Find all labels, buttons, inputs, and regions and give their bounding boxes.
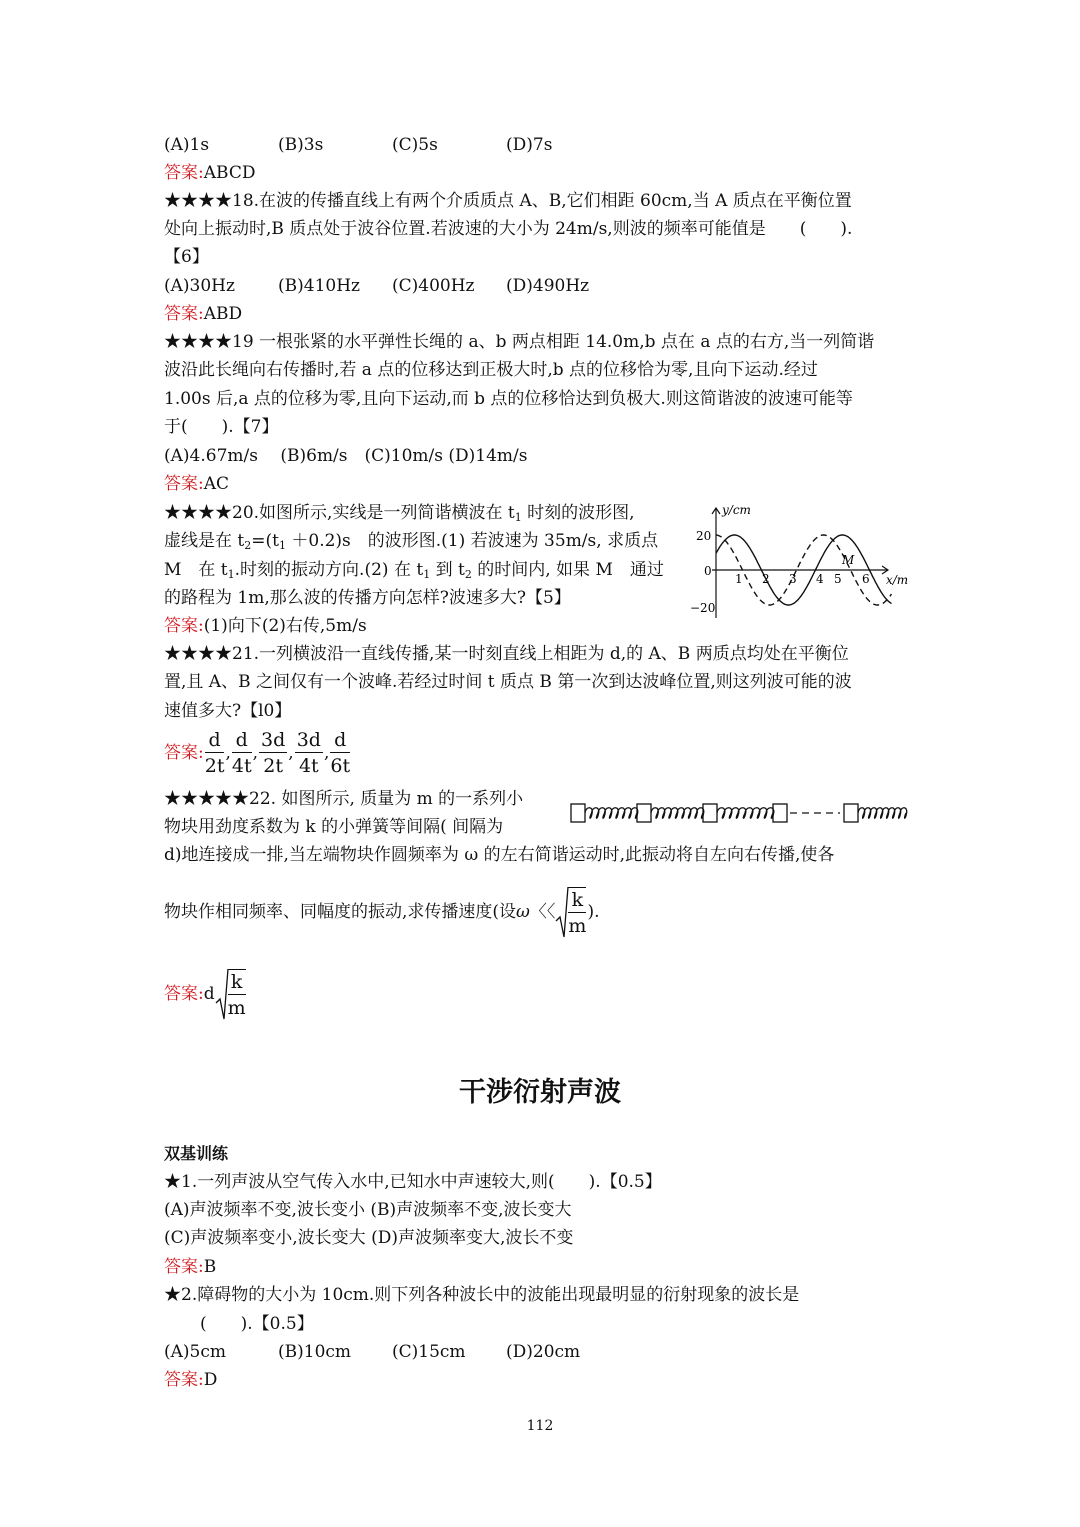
y-axis-label: y/cm (722, 503, 751, 517)
q19-text-line: 于( ).【7】 (164, 417, 279, 437)
s2-options (164, 1339, 580, 1365)
section-title: 干涉衍射声波 (459, 1077, 621, 1108)
answer-label: 答案: (164, 1257, 204, 1277)
q22-answer (164, 966, 247, 1023)
q20-text-line (164, 557, 664, 588)
q19-text-line: ★★★★19 一根张紧的水平弹性长绳的 a、b 两点相距 14.0m,b 点在 a 点的右方,当一列简谐 (164, 332, 875, 352)
answer-label: 答案: (164, 304, 204, 324)
q20-text-line: 的路程为 1m,那么波的传播方向怎样?波速多大?【5】 (164, 588, 571, 608)
q21-text-line: ★★★★21.一列横波沿一直线传播,某一时刻直线上相距为 d,的 A、B 两质点均处在平衡位 (164, 644, 849, 664)
s2-text-line: ★2.障碍物的大小为 10cm.则下列各种波长中的波能出现最明显的衍射现象的波长是 (164, 1285, 800, 1305)
denominator: 2t (204, 755, 225, 777)
q19-text-line: 1.00s 后,a 点的位移为零,且向下运动,而 b 点的位移恰达到负极大.则这简谐波的波速可能等 (164, 389, 853, 409)
q18-text-line: ★★★★18.在波的传播直线上有两个介质质点 A、B,它们相距 60cm,当 A 质点在平衡位置 (164, 191, 852, 211)
q21-text-line: 置,且 A、B 之间仅有一个波峰.若经过时间 t 质点 B 第一次到达波峰位置,则这列波可能的波 (164, 672, 852, 692)
subscript: 1 (514, 511, 522, 524)
q17-option-a: (A)1s (164, 135, 210, 155)
text-span: .时刻的振动方向.(2) 在 t (234, 560, 424, 580)
numerator: k (568, 888, 586, 913)
q18-answer (164, 301, 242, 327)
q20-text-line (164, 500, 635, 531)
q18-option-b: (B)410Hz (278, 276, 360, 296)
spring (651, 808, 704, 819)
numerator: 3d (261, 729, 286, 751)
answer-label: 答案: (164, 163, 204, 183)
s2-option-b: (B)10cm (278, 1342, 352, 1362)
x-tick-3: 3 (789, 572, 797, 586)
q17-options (164, 132, 552, 158)
text-span: M 在 t (164, 560, 228, 580)
q22-text-line (164, 884, 600, 941)
answer-label: 答案: (164, 1370, 204, 1390)
spring-mass-diagram (568, 798, 913, 828)
q18-option-c: (C)400Hz (392, 276, 475, 296)
x-axis-label: x/m (886, 573, 909, 587)
x-tick-5: 5 (834, 572, 842, 586)
subscript: 1 (423, 568, 431, 581)
s2-option-d: (D)20cm (506, 1342, 581, 1362)
numerator: d (330, 728, 350, 753)
mass-block (844, 804, 858, 822)
comma: , (323, 743, 330, 763)
denominator: 4t (231, 755, 252, 777)
mass-block (571, 804, 585, 822)
mass-block (773, 804, 787, 822)
fraction (232, 728, 252, 779)
x-tick-2: 2 (762, 572, 770, 586)
spring (858, 808, 907, 819)
q19-options: (A)4.67m/s (B)6m/s (C)10m/s (D)14m/s (164, 446, 528, 466)
spring (717, 808, 774, 819)
fraction (295, 728, 323, 779)
spring (585, 808, 638, 819)
denominator: 4t (298, 755, 319, 777)
answer-value: B (203, 1257, 217, 1277)
q18-text-line: 处向上振动时,B 质点处于波谷位置.若波速的大小为 24m/s,则波的频率可能值是 ( ). (164, 219, 853, 239)
q17-answer (164, 160, 255, 186)
wave-graph (688, 500, 918, 620)
answer-value: (1)向下(2)右传,5m/s (203, 616, 367, 636)
q22-text-line: d)地连接成一排,当左端物块作圆频率为 ω 的左右简谐运动时,此振动将自左向右传播,使各 (164, 845, 835, 865)
page-number: 112 (526, 1418, 554, 1434)
much-less-symbol: 〈〈 (529, 902, 556, 922)
text-span: 时刻的波形图, (521, 503, 635, 523)
answer-label: 答案: (164, 743, 204, 763)
point-m-label: M (842, 553, 855, 567)
answer-value: ABCD (203, 163, 256, 183)
comma: , (252, 743, 259, 763)
q19-text-line: 波沿此长绳向右传播时,若 a 点的位移达到正极大时,b 点的位移恰为零,且向下运动.经过 (164, 360, 818, 380)
y-tick-20: 20 (696, 529, 712, 543)
answer-label: 答案: (164, 474, 204, 494)
numerator: k (228, 970, 246, 995)
text-span: 到 t (430, 560, 465, 580)
sqrt-fraction (228, 969, 246, 1021)
comma: , (225, 743, 231, 763)
numerator: d (205, 728, 225, 753)
mass-block (703, 804, 717, 822)
text-span: ＋0.2)s 的波形图.(1) 若波速为 35m/s, 求质点 (285, 531, 659, 551)
q18-difficulty: 【6】 (164, 247, 209, 267)
q18-option-d: (D)490Hz (506, 276, 590, 296)
text-span: ). (587, 902, 600, 922)
q21-text-line: 速值多大?【l0】 (164, 701, 292, 721)
subscript: 1 (227, 568, 235, 581)
answer-value: d (203, 984, 215, 1004)
sqrt-sign (555, 885, 569, 941)
fraction (330, 728, 350, 779)
denominator: 2t (263, 755, 284, 777)
q19-answer (164, 471, 229, 497)
denominator: m (568, 914, 587, 937)
text-span: 虚线是在 t (164, 531, 245, 551)
s2-option-a: (A)5cm (164, 1342, 226, 1362)
s1-options: (A)声波频率不变,波长变小 (B)声波频率不变,波长变大 (164, 1200, 572, 1220)
q17-option-b: (B)3s (278, 135, 324, 155)
answer-label: 答案: (164, 984, 204, 1004)
s1-text-line: ★1.一列声波从空气传入水中,已知水中声速较大,则( ).【0.5】 (164, 1172, 662, 1192)
answer-value: D (203, 1370, 218, 1390)
denominator: 6t (330, 755, 351, 777)
q17-option-d: (D)7s (506, 135, 553, 155)
s2-text-line: ( ).【0.5】 (200, 1314, 314, 1334)
s2-option-c: (C)15cm (392, 1342, 466, 1362)
q22-text-line: 物块用劲度系数为 k 的小弹簧等间隔( 间隔为 (164, 817, 504, 837)
omega-symbol: ω (516, 902, 530, 922)
y-tick-0: 0 (704, 564, 712, 578)
numerator: d (232, 728, 252, 753)
text-span: 的时间内, 如果 M 通过 (471, 560, 664, 580)
sqrt-sign (215, 967, 229, 1023)
fraction (205, 728, 225, 779)
q20-text-line (164, 528, 658, 559)
x-tick-4: 4 (816, 572, 824, 586)
s1-options: (C)声波频率变小,波长变大 (D)声波频率变大,波长不变 (164, 1228, 574, 1248)
numerator: 3d (296, 729, 321, 751)
subscript: 2 (244, 539, 252, 552)
answer-label: 答案: (164, 616, 204, 636)
q20-answer (164, 613, 367, 639)
x-tick-6: 6 (862, 572, 870, 586)
x-tick-1: 1 (735, 572, 743, 586)
sqrt-fraction (568, 887, 586, 939)
y-tick-minus-20: −20 (690, 601, 716, 615)
answer-value: ABD (203, 304, 243, 324)
subscript: 2 (464, 568, 472, 581)
q21-answer (164, 726, 351, 780)
q22-text-line: ★★★★★22. 如图所示, 质量为 m 的一系列小 (164, 789, 524, 809)
fraction (259, 728, 287, 779)
subscript: 1 (278, 539, 286, 552)
answer-value: AC (203, 474, 230, 494)
mass-block (637, 804, 651, 822)
q18-options (164, 273, 589, 299)
s2-answer (164, 1367, 217, 1393)
section-subheading: 双基训练 (164, 1144, 229, 1163)
denominator: m (227, 996, 246, 1019)
text-span: ★★★★20.如图所示,实线是一列简谐横波在 t (164, 503, 515, 523)
comma: , (288, 743, 294, 763)
text-span: 物块作相同频率、同幅度的振动,求传播速度(设 (164, 902, 517, 922)
q18-option-a: (A)30Hz (164, 276, 235, 296)
q17-option-c: (C)5s (392, 135, 438, 155)
text-span: =(t (251, 531, 279, 551)
s1-answer (164, 1254, 216, 1280)
